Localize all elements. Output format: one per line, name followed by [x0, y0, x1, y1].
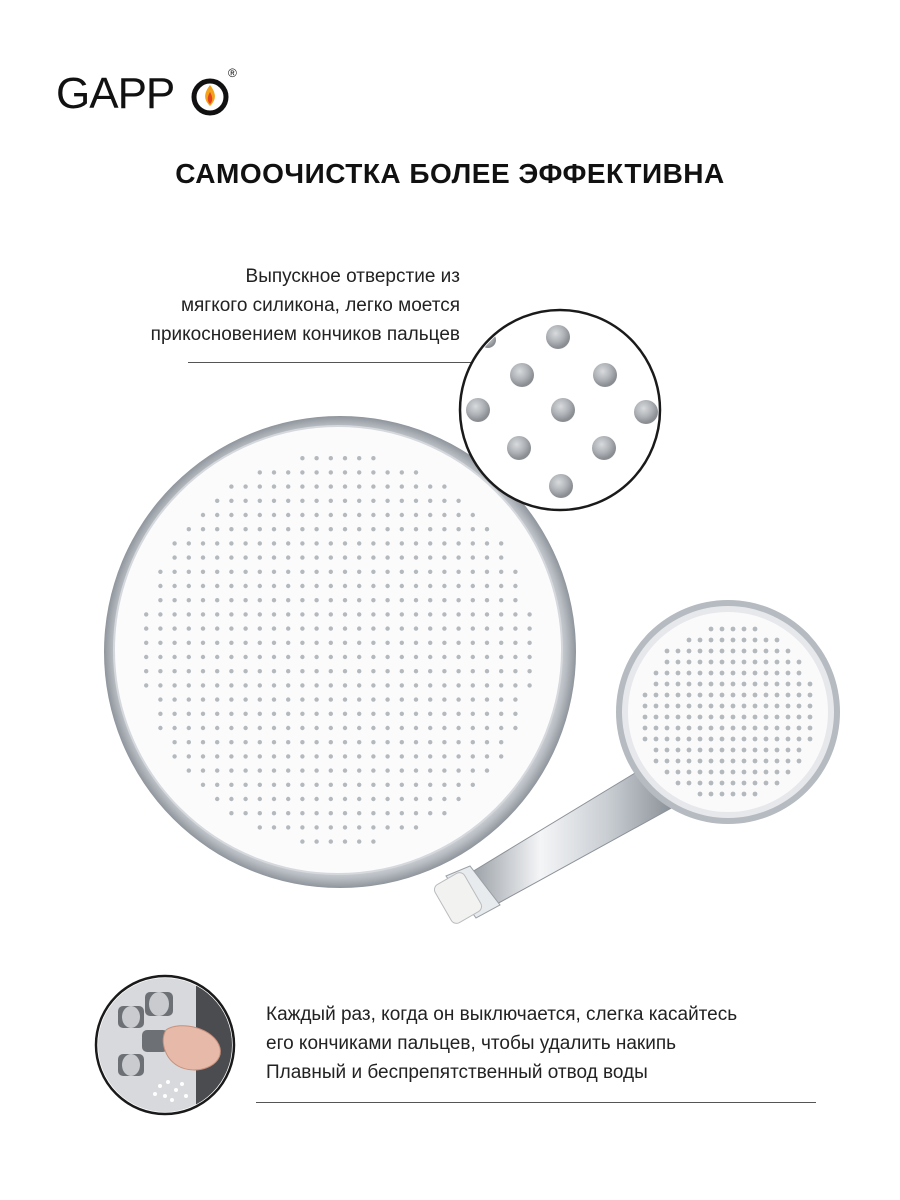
- callout-bottom-line: его кончиками пальцев, чтобы удалить накипь: [266, 1033, 677, 1054]
- callout-bottom: [266, 1000, 866, 1087]
- callout-bottom-line: Плавный и беспрепятственный отвод воды: [266, 1062, 648, 1083]
- brand-name: GAPP: [56, 69, 175, 118]
- nozzle-closeup-image: [460, 310, 660, 510]
- callout-bottom-line: Каждый раз, когда он выключается, слегка касайтесь: [266, 1004, 738, 1025]
- fingertip-demo-image: [96, 976, 236, 1114]
- page-headline: САМООЧИСТКА БОЛЕЕ ЭФФЕКТИВНА: [175, 158, 725, 189]
- callout-bottom-divider: [256, 1102, 816, 1103]
- callout-top-line: прикосновением кончиков пальцев: [150, 324, 460, 345]
- registered-mark: ®: [228, 66, 237, 80]
- callout-top-line: Выпускное отверстие из: [245, 266, 460, 287]
- callout-top-line: мягкого силикона, легко моется: [180, 295, 460, 316]
